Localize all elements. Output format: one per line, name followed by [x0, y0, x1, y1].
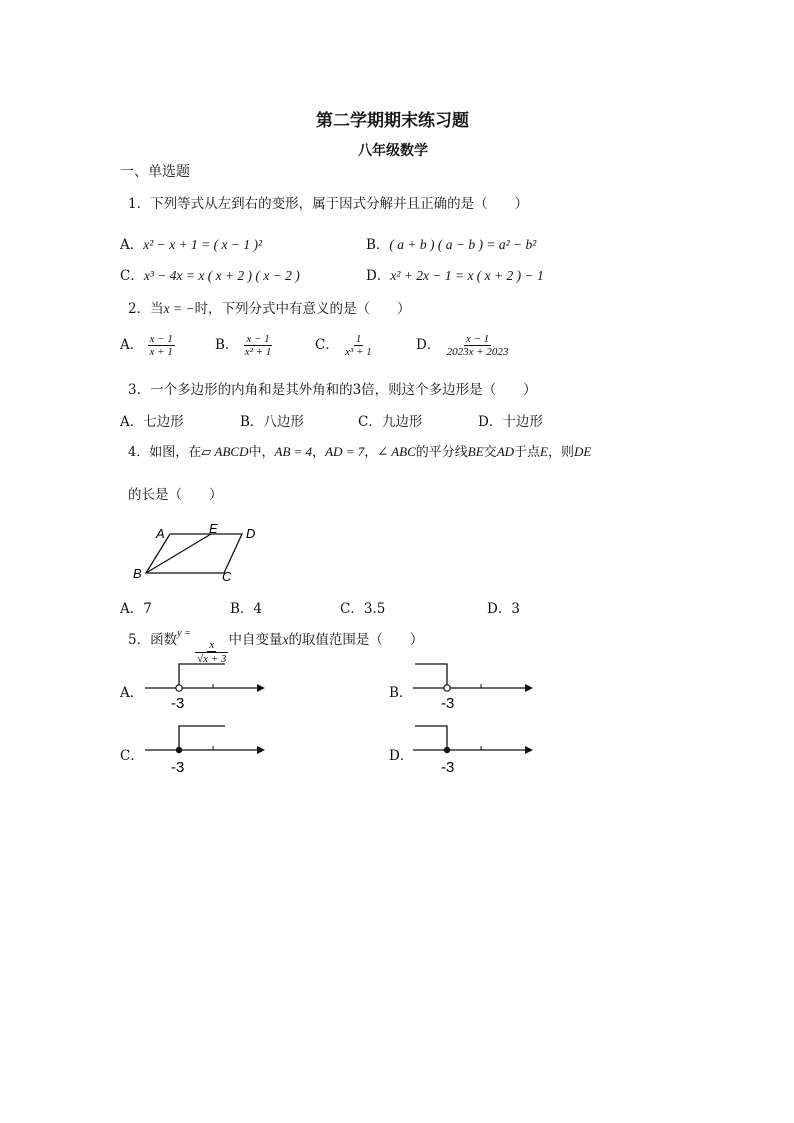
parallelogram-label: ▱ ABCD: [201, 444, 249, 459]
range-bracket: [415, 664, 447, 688]
arrow-head: [525, 684, 533, 692]
question-5-option-a-label[interactable]: A．: [120, 685, 144, 701]
stem-text: 5．函数: [128, 632, 178, 648]
sqrt-sign: √: [197, 653, 204, 665]
question-3-option-d[interactable]: D．十边形: [478, 414, 543, 430]
denominator: 2023x + 2023: [446, 346, 509, 358]
tick-label: -3: [171, 759, 185, 776]
ad-length: AD = 7: [325, 444, 365, 459]
point-a-label: A: [156, 526, 165, 541]
denominator: x³ + 1: [345, 346, 372, 358]
fraction: [343, 333, 374, 358]
question-5-option-b-label[interactable]: B．: [389, 685, 413, 701]
numerator: x − 1: [149, 333, 173, 345]
option-label: D．: [366, 268, 391, 284]
page-title: 第二学期期末练习题: [316, 111, 469, 131]
range-bracket: [179, 726, 225, 750]
numerator: x: [209, 639, 215, 651]
question-5-option-c-label[interactable]: C．: [120, 748, 144, 764]
stem-text: ，: [364, 445, 378, 460]
question-3-option-a[interactable]: A．七边形: [120, 414, 184, 430]
question-2-option-a[interactable]: [120, 333, 175, 358]
point-d-label: D: [246, 526, 256, 541]
stem-text: 2．当: [128, 301, 164, 317]
tick-label: -3: [171, 695, 185, 712]
question-3-option-c[interactable]: C．九边形: [358, 414, 423, 430]
option-formula: x³ − 4x = x ( x + 2 ) ( x − 2 ): [143, 268, 300, 283]
question-4-option-c[interactable]: C．3.5: [340, 601, 386, 617]
question-2-option-c[interactable]: [315, 333, 374, 358]
stem-text: ，则: [548, 445, 575, 460]
question-5-option-d-label[interactable]: D．: [389, 748, 414, 764]
question-1-option-b[interactable]: [366, 233, 536, 253]
question-2-stem: [128, 297, 411, 317]
question-3-option-b[interactable]: B．八边形: [240, 414, 304, 430]
open-point: [444, 685, 450, 691]
section-heading: 一、单选题: [120, 164, 190, 180]
function-y: y =: [177, 628, 191, 639]
numerator: x − 1: [465, 333, 490, 345]
parallelogram-figure: [128, 520, 268, 590]
range-bracket: [415, 726, 447, 750]
number-line-c[interactable]: [145, 722, 265, 777]
option-formula: ( a + b ) ( a − b ) = a² − b²: [389, 237, 537, 252]
stem-text: 的取值范围是（ ）: [288, 632, 424, 648]
arrow-head: [525, 746, 533, 754]
number-line-a[interactable]: [145, 660, 265, 715]
point-e-label: E: [209, 521, 218, 536]
fraction: [243, 333, 274, 358]
point-b-label: B: [133, 566, 142, 581]
question-1-stem: 1．下列等式从左到右的变形，属于因式分解并且正确的是（ ）: [128, 196, 529, 212]
stem-text: ，: [312, 445, 326, 460]
question-1-option-d[interactable]: [366, 264, 544, 284]
numerator: x − 1: [246, 333, 270, 345]
question-4-stem-line2: 的长是（ ）: [128, 487, 223, 503]
option-label: A．: [120, 237, 144, 253]
ab-length: AB = 4: [274, 444, 313, 459]
denominator: x² + 1: [244, 346, 272, 358]
stem-text: 于点: [514, 445, 541, 460]
stem-text: 4．如图，在: [128, 445, 202, 460]
question-4-option-d[interactable]: D．3: [487, 601, 520, 617]
fraction: [445, 333, 511, 358]
numerator: 1: [355, 333, 362, 345]
option-formula: x² − x + 1 = ( x − 1 )²: [143, 237, 263, 252]
angle-label: ∠ ABC: [377, 444, 416, 459]
page-subtitle: 八年级数学: [358, 143, 428, 159]
question-2-option-b[interactable]: [215, 333, 273, 358]
option-label: B．: [366, 237, 390, 253]
point-e-label: E: [540, 444, 548, 459]
point-c-label: C: [222, 569, 232, 584]
range-bracket: [179, 664, 225, 688]
number-line-d[interactable]: [413, 722, 533, 777]
question-4-option-b[interactable]: B．4: [230, 601, 263, 617]
stem-text: 中，: [248, 445, 275, 460]
arrow-head: [257, 684, 265, 692]
de-label: DE: [574, 444, 592, 459]
stem-text: 时，下列分式中有意义的是（ ）: [194, 301, 411, 317]
ad-label: AD: [496, 444, 515, 459]
closed-point: [176, 747, 182, 753]
fraction: [148, 333, 175, 358]
be-label: BE: [467, 444, 484, 459]
closed-point: [444, 747, 450, 753]
question-1-option-a[interactable]: [120, 233, 262, 253]
option-formula: x² + 2x − 1 = x ( x + 2 ) − 1: [390, 268, 544, 283]
stem-text: 的平分线: [415, 445, 468, 460]
variable-x: x: [282, 632, 289, 647]
tick-label: -3: [441, 695, 455, 712]
question-2-option-d[interactable]: [416, 333, 510, 358]
sqrt-content: x + 3: [203, 653, 227, 665]
option-label: B．: [215, 337, 239, 353]
stem-text: 中自变量: [228, 632, 283, 648]
question-4-option-a[interactable]: A．7: [120, 601, 152, 617]
stem-text: 交: [483, 445, 497, 460]
number-line-b[interactable]: [413, 660, 533, 715]
question-4-stem: [128, 441, 591, 460]
tick-label: -3: [441, 759, 455, 776]
denominator: x + 1: [149, 346, 173, 358]
condition: x = −: [163, 301, 195, 316]
question-3-stem: 3．一个多边形的内角和是其外角和的3倍，则这个多边形是（ ）: [128, 382, 537, 398]
option-label: C．: [315, 337, 339, 353]
option-label: A．: [120, 337, 144, 353]
arrow-head: [257, 746, 265, 754]
option-label: D．: [416, 337, 441, 353]
open-point: [176, 685, 182, 691]
option-label: C．: [120, 268, 144, 284]
question-1-option-c[interactable]: [120, 264, 300, 284]
